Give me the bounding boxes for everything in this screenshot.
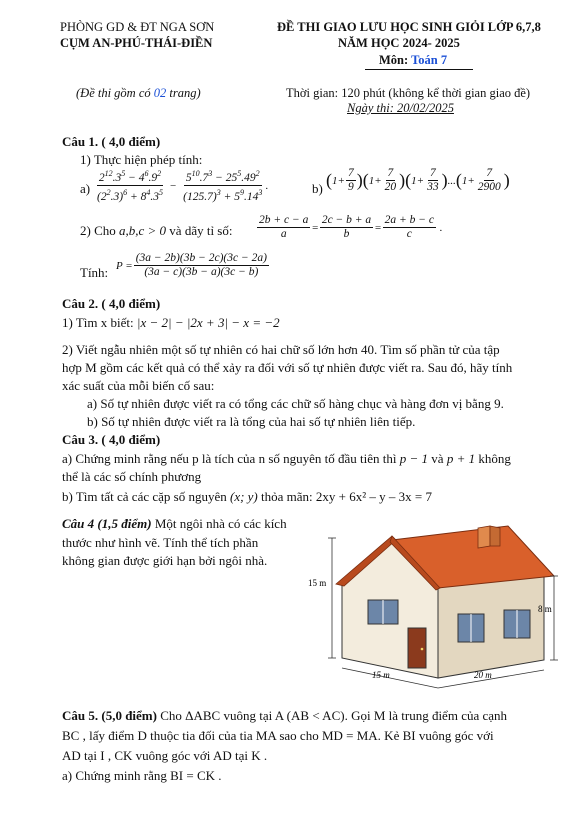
q2-title: Câu 2. ( 4,0 điểm) — [62, 296, 161, 311]
q2-part2-b: b) Số tự nhiên được viết ra là tổng của hai số tự nhiên liên tiếp. — [87, 414, 416, 429]
q1-part1: 1) Thực hiện phép tính: — [80, 152, 203, 167]
q1a-expression: $\frac{2^{12}.3^5 - 4^6.9^2}{(2^2.3)^6 + 8^4.3^5}$ − $\frac{5^{10}.7^3 - 25^5.49^2}{(125.7)^3 + 5^9.14^3}$ . — [97, 169, 269, 203]
q4-line2: thước như hình vẽ. Tính thể tích phần — [62, 535, 259, 550]
q5-line2: BC , lấy điểm D thuộc tia đối của tia MA sao cho MD = MA. Kẻ BI vuông góc với — [62, 728, 494, 743]
dept-name: PHÒNG GD & ĐT NGA SƠN — [60, 20, 215, 34]
q2-part2-a: a) Số tự nhiên được viết ra có tổng các chữ số hàng chục và hàng đơn vị bằng 9. — [87, 396, 504, 411]
q4-line3: không gian được giới hạn bởi ngôi nhà. — [62, 553, 268, 568]
exam-date: Ngày thi: 20/02/2025 — [347, 101, 454, 115]
dim-height-label: 15 m — [308, 578, 327, 588]
q1b-expression: (1+ $\frac{7}{9}$ )(1+ $\frac{7}{20}$ )(1+ $\frac{7}{33}$ )...(1+ $\frac{7}{2900}$ ) — [326, 167, 510, 193]
q5-line3: AD tại I , CK vuông góc với AD tại K . — [62, 748, 268, 763]
dim-width-label: 20 m — [474, 670, 492, 680]
q3-title: Câu 3. ( 4,0 điểm) — [62, 432, 161, 447]
cluster-name: CỤM AN-PHÚ-THÁI-ĐIỀN — [60, 36, 213, 50]
dim-wall-label: 8 m — [538, 604, 552, 614]
exam-title: ĐỀ THI GIAO LƯU HỌC SINH GIỎI LỚP 6,7,8 — [277, 20, 541, 34]
dim-depth-label: 15 m — [372, 670, 390, 680]
q1a-label: a) — [80, 181, 91, 196]
q5-line4: a) Chứng minh rằng BI = CK . — [62, 768, 222, 783]
exam-time: Thời gian: 120 phút (không kể thời gian giao đề) — [286, 86, 531, 100]
q2-part1: 1) Tìm x biết: |x − 2| − |2x + 3| − x = −2 — [62, 315, 280, 330]
q3-part-b: b) Tìm tất cả các cặp số nguyên (x; y) thỏa mãn: 2xy + 6x² – y – 3x = 7 — [62, 489, 432, 504]
q5-line1: Câu 5. (5,0 điểm) Cho ΔABC vuông tại A (AB < AC). Gọi M là trung điểm của cạnh — [62, 708, 508, 723]
q2-part2-line1: 2) Viết ngẫu nhiên một số tự nhiên có hai chữ số lớn hơn 40. Tìm số phần tử của tập — [62, 342, 500, 357]
school-year: NĂM HỌC 2024- 2025 — [338, 36, 460, 50]
q1-compute-label: Tính: — [80, 265, 109, 280]
q1-part2: 2) Cho a,b,c > 0 và dãy tỉ số: — [80, 223, 233, 238]
q2-part2-line3: xác suất của mỗi biến cố sau: — [62, 378, 215, 393]
q1b-label: b) — [312, 181, 323, 196]
q1-expression-p: P = $\frac{(3a - 2b)(3b - 2c)(3c - 2a)}{(3a - c)(3b - a)(3c - b)}$ — [116, 252, 267, 278]
q1-ratio-sequence: $\frac{2b + c - a}{a}$ = $\frac{2c - b + a}{b}$ = $\frac{2a + b - c}{c}$ . — [259, 214, 443, 240]
page-count-note: (Đề thi gồm có 02 trang) — [76, 86, 201, 100]
house-illustration — [308, 518, 566, 696]
q1-title: Câu 1. ( 4,0 điểm) — [62, 134, 161, 149]
q2-part2-line2: hợp M gồm các kết quả có thể xảy ra đối với số tự nhiên được viết ra. Sau đó, hãy tính — [62, 360, 513, 375]
subject: Môn: Toán 7 — [379, 53, 448, 67]
q3-part-a-line1: a) Chứng minh rằng nếu p là tích của n số nguyên tố đầu tiên thì p − 1 và p + 1 không — [62, 451, 511, 466]
q4-line1: Câu 4 (1,5 điểm) Một ngôi nhà có các kích — [62, 516, 287, 531]
q3-part-a-line2: thể là các số chính phương — [62, 469, 202, 484]
